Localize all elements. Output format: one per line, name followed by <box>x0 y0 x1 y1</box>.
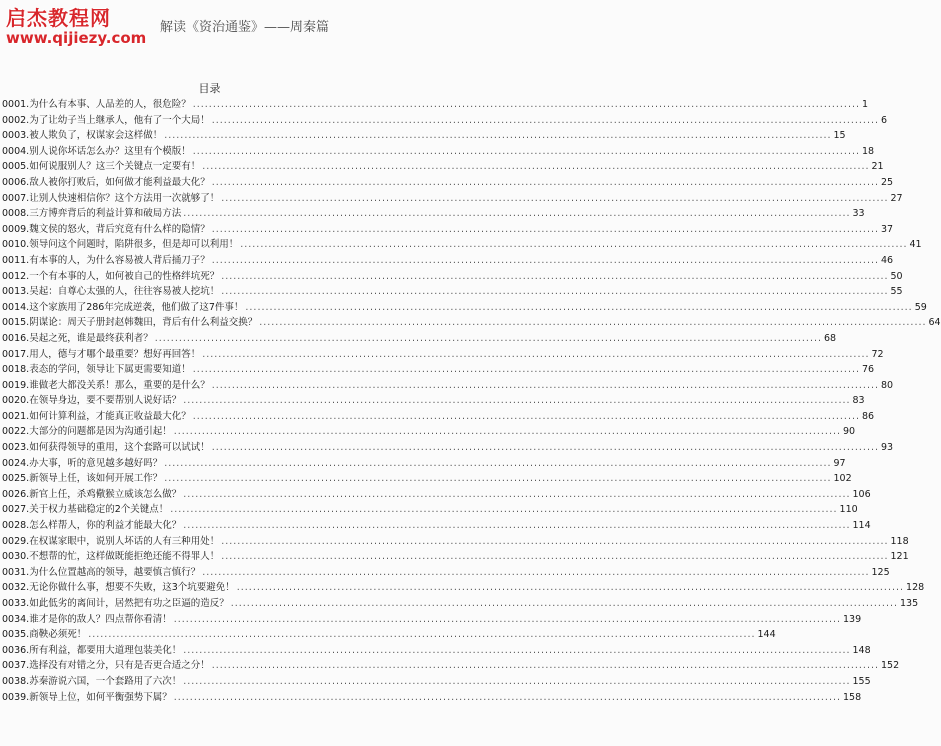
toc-leader-dots <box>202 565 869 581</box>
toc-entry[interactable] <box>2 222 894 238</box>
toc-leader-dots <box>212 658 879 674</box>
toc-entry-number: 0028. <box>2 520 30 532</box>
toc-entry-title: 为了让幼子当上继承人，他有了一个大局！ <box>29 114 210 126</box>
toc-entry-page: 90 <box>843 426 856 438</box>
toc-entry-number: 0032. <box>2 582 30 594</box>
toc-entry[interactable] <box>2 409 875 425</box>
watermark-url: www.qijiezy.com <box>6 29 147 47</box>
toc-entry-title: 新领导上任，该如何开展工作？ <box>29 473 163 485</box>
toc-entry[interactable] <box>2 159 884 175</box>
toc-entry[interactable] <box>2 347 884 363</box>
toc-leader-dots <box>240 237 907 253</box>
toc-entry-title: 让别人快速相信你？这个方法用一次就够了！ <box>29 192 220 204</box>
toc-entry-page: 18 <box>862 145 875 157</box>
toc-entry-title: 新官上任，杀鸡儆猴立威该怎么做？ <box>29 488 182 500</box>
toc-entry-page: 21 <box>871 161 884 173</box>
toc-entry-number: 0037. <box>2 660 30 672</box>
toc-entry-page: 80 <box>881 379 894 391</box>
toc-entry-page: 144 <box>757 629 776 641</box>
toc-entry-number: 0039. <box>2 691 30 703</box>
toc-leader-dots <box>88 627 755 643</box>
toc-entry[interactable] <box>2 518 871 534</box>
toc-entry-page: 83 <box>852 395 865 407</box>
toc-entry-title: 怎么样帮人，你的利益才能最大化？ <box>29 520 182 532</box>
toc-entry-page: 152 <box>881 660 900 672</box>
toc-entry-number: 0021. <box>2 410 30 422</box>
toc-leader-dots <box>212 378 879 394</box>
toc-entry[interactable] <box>2 175 894 191</box>
toc-leader-dots <box>245 300 912 316</box>
toc-entry-title: 如此低劣的离间计，居然把有功之臣逼的造反？ <box>29 598 229 609</box>
toc-entry-page: 135 <box>900 598 919 609</box>
toc-entry-title: 不想帮的忙，这样做既能拒绝还能不得罪人！ <box>29 551 220 563</box>
toc-entry-page: 121 <box>890 551 909 563</box>
toc-entry-page: 55 <box>890 286 903 298</box>
toc-entry-page: 158 <box>843 691 862 703</box>
toc-entry-title: 如何计算利益，才能真正收益最大化？ <box>29 410 191 422</box>
toc-entry-number: 0008. <box>2 208 30 220</box>
toc-entry-page: 25 <box>881 176 894 188</box>
toc-entry-title: 被人欺负了，权谋家会这样做！ <box>29 130 163 142</box>
toc-leader-dots <box>212 440 879 456</box>
toc-entry-page: 76 <box>862 364 875 376</box>
toc-entry-page: 6 <box>881 114 888 126</box>
toc-entry-page: 118 <box>890 535 909 547</box>
toc-entry[interactable] <box>2 253 894 269</box>
toc-leader-dots <box>193 362 860 378</box>
toc-entry-title: 如何说服别人？这三个关键点一定要有！ <box>29 161 201 173</box>
toc-entry-number: 0009. <box>2 223 30 235</box>
toc-entry-page: 50 <box>890 270 903 282</box>
toc-entry[interactable] <box>2 300 927 316</box>
toc-entry-title: 新领导上位，如何平衡强势下属？ <box>29 691 172 703</box>
toc-entry[interactable] <box>2 362 875 378</box>
watermark-site-name: 启杰教程网 <box>6 6 111 30</box>
toc-entry-number: 0027. <box>2 504 30 516</box>
toc-entry[interactable] <box>2 206 865 222</box>
toc-entry-number: 0013. <box>2 286 30 298</box>
toc-entry[interactable] <box>2 580 925 596</box>
toc-entry-number: 0036. <box>2 644 30 656</box>
toc-leader-dots <box>183 518 850 534</box>
toc-entry-number: 0024. <box>2 457 30 469</box>
toc-entry-title: 敌人被你打败后，如何做才能利益最大化？ <box>29 176 210 188</box>
toc-entry[interactable] <box>2 612 862 628</box>
toc-entry-title: 谁才是你的敌人？四点帮你看清！ <box>29 613 172 625</box>
toc-leader-dots <box>183 487 850 503</box>
toc-entry[interactable] <box>2 674 871 690</box>
toc-entry-page: 97 <box>833 457 846 469</box>
toc-entry-number: 0026. <box>2 488 30 500</box>
toc-entry-page: 93 <box>881 442 894 454</box>
toc-entry-title: 吴起之死，谁是最终获利者？ <box>29 332 153 344</box>
toc-entry-title: 三方博弈背后的利益计算和破局方法 <box>29 208 182 220</box>
toc-entry[interactable] <box>2 128 846 144</box>
toc-leader-dots <box>221 269 888 285</box>
toc-entry-page: 41 <box>909 239 922 251</box>
toc-entry-number: 0029. <box>2 535 30 547</box>
toc-entry-title: 别人说你坏话怎么办？这里有个模版！ <box>29 145 191 157</box>
toc-entry[interactable] <box>2 502 858 518</box>
toc-entry-title: 关于权力基础稳定的2个关键点！ <box>29 504 169 516</box>
toc-entry[interactable] <box>2 378 894 394</box>
toc-entry-title: 在权谋家眼中，说别人坏话的人有三种用处！ <box>29 535 220 547</box>
toc-entry-title: 领导问这个问题时，陷阱很多，但是却可以利用！ <box>29 239 239 251</box>
toc-entry-title: 用人，德与才哪个最重要？想好再回答！ <box>29 348 201 360</box>
toc-entry-number: 0017. <box>2 348 30 360</box>
toc-entry-page: 37 <box>881 223 894 235</box>
toc-entry-title: 为什么有本事、人品差的人，很危险？ <box>29 99 191 110</box>
toc-entry[interactable] <box>2 690 862 706</box>
toc-entry-title: 选择没有对错之分，只有是否更合适之分！ <box>29 660 210 672</box>
toc-entry-title: 表态的学问，领导让下属更需要知道！ <box>29 364 191 376</box>
toc-entry-number: 0022. <box>2 426 30 438</box>
toc-leader-dots <box>212 222 879 238</box>
toc-leader-dots <box>202 347 869 363</box>
toc-leader-dots <box>183 206 850 222</box>
toc-entry-number: 0003. <box>2 130 30 142</box>
toc-leader-dots <box>212 253 879 269</box>
toc-entry[interactable] <box>2 191 903 207</box>
toc-leader-dots <box>221 534 888 550</box>
toc-leader-dots <box>164 456 831 472</box>
toc-entry-page: 68 <box>824 332 837 344</box>
toc-entry[interactable] <box>2 471 852 487</box>
toc-entry[interactable] <box>2 144 875 160</box>
toc-leader-dots <box>212 175 879 191</box>
toc-entry[interactable] <box>2 627 776 643</box>
toc-entry-page: 1 <box>862 99 869 110</box>
toc-entry-number: 0011. <box>2 254 30 266</box>
toc-entry-page: 106 <box>852 488 871 500</box>
toc-entry-page: 139 <box>843 613 862 625</box>
toc-entry-number: 0006. <box>2 176 30 188</box>
toc-entry-number: 0012. <box>2 270 30 282</box>
toc-entry-page: 114 <box>852 520 871 532</box>
toc-entry-page: 110 <box>839 504 858 516</box>
toc-entry[interactable] <box>2 534 909 550</box>
toc-entry-page: 148 <box>852 644 871 656</box>
toc-entry[interactable] <box>2 424 856 440</box>
toc-entry-number: 0005. <box>2 161 30 173</box>
toc-entry-page: 46 <box>881 254 894 266</box>
toc-entry-number: 0031. <box>2 566 30 578</box>
toc-entry-title: 如何获得领导的重用，这个套路可以试试！ <box>29 442 210 454</box>
toc-leader-dots <box>221 191 888 207</box>
toc-leader-dots <box>183 643 850 659</box>
toc-entry-title: 有本事的人，为什么容易被人背后捅刀子？ <box>29 254 210 266</box>
toc-leader-dots <box>259 315 926 331</box>
toc-leader-dots <box>183 393 850 409</box>
toc-entry-number: 0002. <box>2 114 30 126</box>
toc-entry-page: 86 <box>862 410 875 422</box>
toc-leader-dots <box>174 690 841 706</box>
toc-entry[interactable] <box>2 393 865 409</box>
toc-entry[interactable] <box>2 456 846 472</box>
toc-entry-number: 0016. <box>2 332 30 344</box>
toc-entry-page: 27 <box>890 192 903 204</box>
toc-entry-title: 魏文侯的怒火，背后究竟有什么样的隐情？ <box>29 223 210 235</box>
toc-entry[interactable] <box>2 549 909 565</box>
toc-entry[interactable] <box>2 97 869 113</box>
toc-entry-title: 阴谋论：周天子册封赵韩魏田，背后有什么利益交换？ <box>29 317 258 329</box>
toc-entry-title: 商鞅必须死！ <box>29 629 87 641</box>
toc-entry-number: 0038. <box>2 675 30 687</box>
toc-entry-number: 0033. <box>2 598 30 609</box>
toc-entry-title: 在领导身边，要不要帮别人说好话？ <box>29 395 182 407</box>
toc-entry-title: 吴起：自尊心太强的人，往往容易被人挖坑！ <box>29 286 220 298</box>
toc-entry-number: 0034. <box>2 613 30 625</box>
toc-leader-dots <box>164 471 831 487</box>
toc-entry[interactable] <box>2 315 941 331</box>
toc-entry-number: 0023. <box>2 442 30 454</box>
toc-entry[interactable] <box>2 643 871 659</box>
toc-entry[interactable] <box>2 658 900 674</box>
toc-entry-page: 33 <box>852 208 865 220</box>
toc-entry-title: 无论你做什么事，想要不失败，这3个坑要避免！ <box>29 582 235 594</box>
toc-entry-number: 0007. <box>2 192 30 204</box>
toc-entry-title: 一个有本事的人，如何被自己的性格绊坑死？ <box>29 270 220 282</box>
toc-entry-page: 102 <box>833 473 852 485</box>
toc-leader-dots <box>174 424 841 440</box>
toc-entry-number: 0019. <box>2 379 30 391</box>
toc-leader-dots <box>231 596 898 612</box>
toc-entry-title: 所有利益，都要用大道理包装美化！ <box>29 644 182 656</box>
toc-entry[interactable] <box>2 596 919 612</box>
toc-leader-dots <box>193 409 860 425</box>
toc-entry[interactable] <box>2 331 837 347</box>
toc-entry-page: 64 <box>928 317 941 329</box>
toc-entry[interactable] <box>2 565 890 581</box>
toc-entry[interactable] <box>2 487 871 503</box>
toc-entry-title: 谁做老大都没关系！那么，重要的是什么？ <box>29 379 210 391</box>
toc-entry-page: 128 <box>906 582 925 594</box>
toc-entry-page: 155 <box>852 675 871 687</box>
toc-entry-title: 为什么位置越高的领导，越要慎言慎行？ <box>29 566 201 578</box>
toc-entry-number: 0025. <box>2 473 30 485</box>
toc-entry-number: 0010. <box>2 239 30 251</box>
watermark-logo <box>4 2 154 50</box>
toc-entry-number: 0015. <box>2 317 30 329</box>
toc-entry-page: 72 <box>871 348 884 360</box>
toc-entry[interactable] <box>2 269 903 285</box>
toc-entry[interactable] <box>2 237 922 253</box>
document-title: 解读《资治通鉴》——周秦篇 <box>160 20 330 35</box>
toc-entry-number: 0035. <box>2 629 30 641</box>
toc-heading: 目录 <box>198 82 221 95</box>
toc-leader-dots <box>155 331 822 347</box>
toc-entry-number: 0020. <box>2 395 30 407</box>
toc-entry-number: 0014. <box>2 301 30 313</box>
toc-leader-dots <box>164 128 831 144</box>
toc-leader-dots <box>174 612 841 628</box>
toc-leader-dots <box>193 97 860 113</box>
toc-entry-page: 59 <box>914 301 927 313</box>
toc-entry-number: 0001. <box>2 99 30 110</box>
toc-entry[interactable] <box>2 284 903 300</box>
toc-leader-dots <box>221 284 888 300</box>
toc-entry-title: 大部分的问题都是因为沟通引起！ <box>29 426 172 438</box>
table-of-contents <box>2 97 941 705</box>
toc-entry-page: 125 <box>871 566 890 578</box>
toc-leader-dots <box>212 113 879 129</box>
toc-leader-dots <box>193 144 860 160</box>
toc-entry-title: 苏秦游说六国，一个套路用了六次！ <box>29 675 182 687</box>
toc-leader-dots <box>221 549 888 565</box>
toc-entry-number: 0030. <box>2 551 30 563</box>
toc-leader-dots <box>237 580 904 596</box>
toc-entry[interactable] <box>2 113 888 129</box>
toc-entry-number: 0004. <box>2 145 30 157</box>
toc-leader-dots <box>183 674 850 690</box>
toc-leader-dots <box>170 502 837 518</box>
toc-entry[interactable] <box>2 440 894 456</box>
toc-entry-page: 15 <box>833 130 846 142</box>
toc-entry-title: 办大事，听的意见越多越好吗？ <box>29 457 163 469</box>
toc-leader-dots <box>202 159 869 175</box>
toc-entry-title: 这个家族用了286年完成逆袭，他们做了这7件事！ <box>29 301 244 313</box>
toc-entry-number: 0018. <box>2 364 30 376</box>
